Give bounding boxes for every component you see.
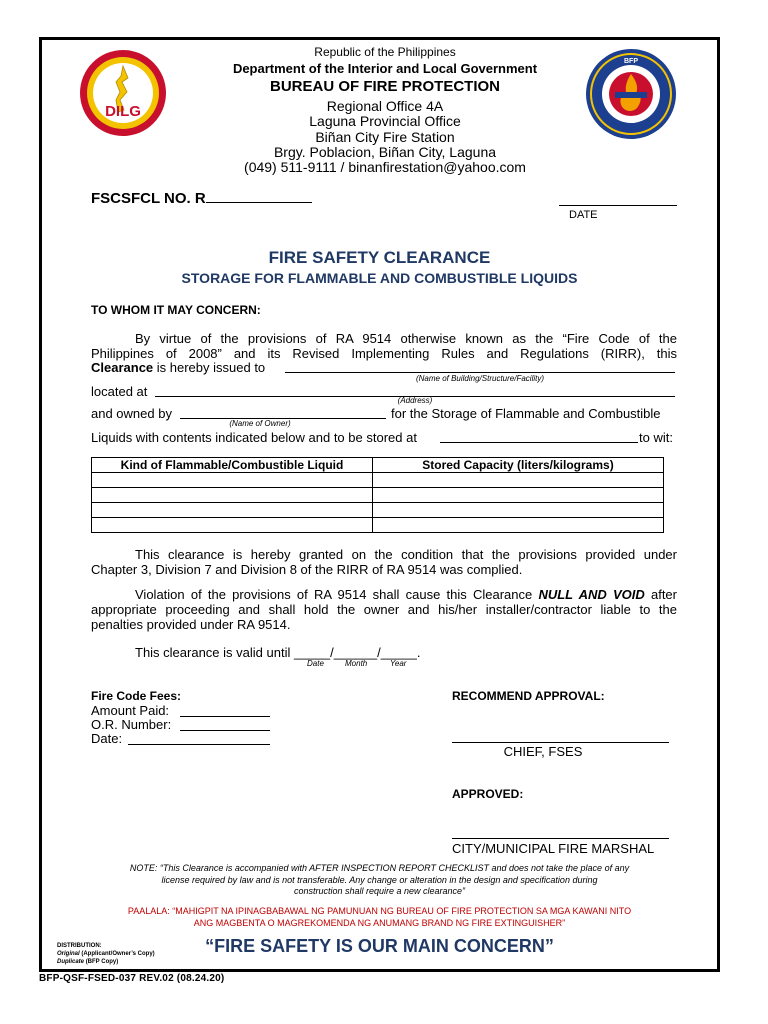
table-cell[interactable] (373, 518, 664, 533)
table-row (92, 518, 664, 533)
valid-until-line (135, 645, 421, 660)
control-number[interactable] (91, 189, 312, 207)
hint-owner: (Name of Owner) (229, 419, 291, 428)
amount-paid-label: Amount Paid: (91, 703, 170, 718)
duplicate-label: Duplicate (57, 959, 85, 965)
dilg-seal (78, 48, 168, 138)
fees-date-blank[interactable] (128, 744, 270, 745)
bfp-seal (585, 48, 677, 140)
amount-paid-blank[interactable] (180, 716, 270, 717)
or-number-blank[interactable] (180, 730, 270, 731)
duplicate-desc: (BFP Copy) (85, 959, 119, 965)
form-code: BFP-QSF-FSED-037 REV.02 (08.24.20) (39, 973, 225, 984)
paragraph-1-line-1: By virtue of the provisions of RA 9514 otherwise known as the “Fire Code of the (135, 331, 677, 346)
chief-title: CHIEF, FSES (503, 744, 583, 759)
hint-address: (Address) (397, 396, 433, 405)
table-header-row (92, 458, 664, 473)
table-cell[interactable] (92, 518, 373, 533)
col-header-kind: Kind of Flammable/Combustible Liquid (92, 458, 373, 473)
condition-2-text-b: after (644, 587, 677, 602)
note-line-3: construction shall require a new clearance” (293, 886, 466, 896)
note-line-1: NOTE: “This Clearance is accompanied with AFTER INSPECTION REPORT CHECKLIST and does not take the place of any (129, 863, 630, 873)
marshal-title: CITY/MUNICIPAL FIRE MARSHAL (452, 841, 655, 856)
bureau-line: BUREAU OF FIRE PROTECTION (269, 78, 500, 95)
storage-location-blank[interactable] (440, 442, 638, 443)
table-row (92, 488, 664, 503)
salutation: TO WHOM IT MAY CONCERN: (91, 303, 261, 317)
table-row (92, 473, 664, 488)
approved-label: APPROVED: (452, 787, 524, 801)
hint-year: Year (390, 659, 407, 668)
liquids-line: Liquids with contents indicated below and to be stored at (91, 430, 417, 445)
owned-by-label: and owned by (91, 406, 172, 421)
condition-2-line-1 (91, 587, 677, 602)
sub-title: STORAGE FOR FLAMMABLE AND COMBUSTIBLE LIQUIDS (181, 270, 578, 286)
office-line-4: Brgy. Poblacion, Biñan City, Laguna (273, 144, 497, 160)
condition-1-line-1: This clearance is hereby granted on the condition that the provisions provided under (135, 547, 677, 562)
republic-line: Republic of the Philippines (314, 45, 456, 59)
building-name-blank[interactable] (285, 372, 675, 373)
office-line-1: Regional Office 4A (326, 98, 444, 114)
department-line: Department of the Interior and Local Government (232, 61, 538, 76)
fees-date-label: Date: (91, 731, 123, 746)
distribution-duplicate (57, 958, 155, 966)
col-header-capacity: Stored Capacity (liters/kilograms) (373, 458, 664, 473)
date-line[interactable] (559, 205, 677, 206)
table-row (92, 503, 664, 518)
owned-by-rest: for the Storage of Flammable and Combustible (391, 406, 661, 421)
distribution-title: DISTRIBUTION: (57, 943, 102, 949)
original-desc: (Applicant/Owner’s Copy) (81, 951, 155, 957)
hint-building: (Name of Building/Structure/Facility) (415, 374, 545, 383)
table-cell[interactable] (92, 503, 373, 518)
office-line-5: (049) 511-9111 / binanfirestation@yahoo.com (244, 159, 526, 175)
valid-until-label: This clearance is valid until (135, 645, 291, 660)
paalala-line-1: PAALALA: “MAHIGPIT NA IPINAGBABAWAL NG PAMUNUAN NG BUREAU OF FIRE PROTECTION SA MGA KAWANI NITO (127, 906, 632, 916)
slogan: “FIRE SAFETY IS OUR MAIN CONCERN” (205, 936, 554, 956)
liquids-table (91, 457, 664, 533)
table-cell[interactable] (373, 503, 664, 518)
null-and-void-text: NULL AND VOID (538, 587, 645, 602)
paragraph-1-line-2: Philippines of 2008” and its Revised Implementing Rules and Regulations (RIRR), this (91, 346, 677, 361)
table-cell[interactable] (92, 488, 373, 503)
note-line-2: license required by law and is not transferable. Any change or alteration in the design and specification during (161, 875, 598, 885)
condition-2-line-3: penalties provided under RA 9514. (91, 617, 291, 632)
paalala-line-2: ANG MAGBENTA O MAGREKOMENDA NG ANUMANG BRAND NG FIRE EXTINGUISHER” (193, 918, 566, 928)
issued-to-text: is hereby issued to (153, 360, 266, 375)
original-label: Original (57, 951, 80, 957)
hint-month: Month (345, 659, 368, 668)
hint-date: Date (307, 659, 324, 668)
fees-title: Fire Code Fees: (91, 689, 182, 703)
svg-text:DILG: DILG (105, 103, 141, 120)
table-cell[interactable] (92, 473, 373, 488)
condition-2-line-2: appropriate proceeding and shall hold the owner and his/her installer/contractor liable to the (91, 602, 677, 617)
office-line-2: Laguna Provincial Office (309, 113, 461, 129)
recommend-approval-label: RECOMMEND APPROVAL: (452, 689, 605, 703)
marshal-signature-line[interactable] (452, 838, 669, 839)
date-label: DATE (569, 209, 598, 221)
office-line-3: Biñan City Fire Station (315, 129, 455, 145)
chief-signature-line[interactable] (452, 742, 669, 743)
valid-until-blanks[interactable]: _____/______/_____. (293, 645, 421, 660)
located-at-label: located at (91, 384, 148, 399)
main-title: FIRE SAFETY CLEARANCE (268, 248, 491, 267)
or-number-label: O.R. Number: (91, 717, 172, 732)
to-wit-label: to wit: (639, 430, 673, 445)
condition-1-line-2: Chapter 3, Division 7 and Division 8 of the RIRR of RA 9514 was complied. (91, 562, 523, 577)
control-number-blank[interactable] (206, 189, 312, 203)
table-cell[interactable] (373, 488, 664, 503)
clearance-bold: Clearance (91, 360, 154, 375)
control-number-label: FSCSFCL NO. R (91, 190, 206, 207)
paragraph-1-line-3 (91, 360, 265, 375)
svg-text:BFP: BFP (624, 58, 638, 65)
table-cell[interactable] (373, 473, 664, 488)
condition-2-text-a: Violation of the provisions of RA 9514 shall cause this Clearance (135, 587, 539, 602)
